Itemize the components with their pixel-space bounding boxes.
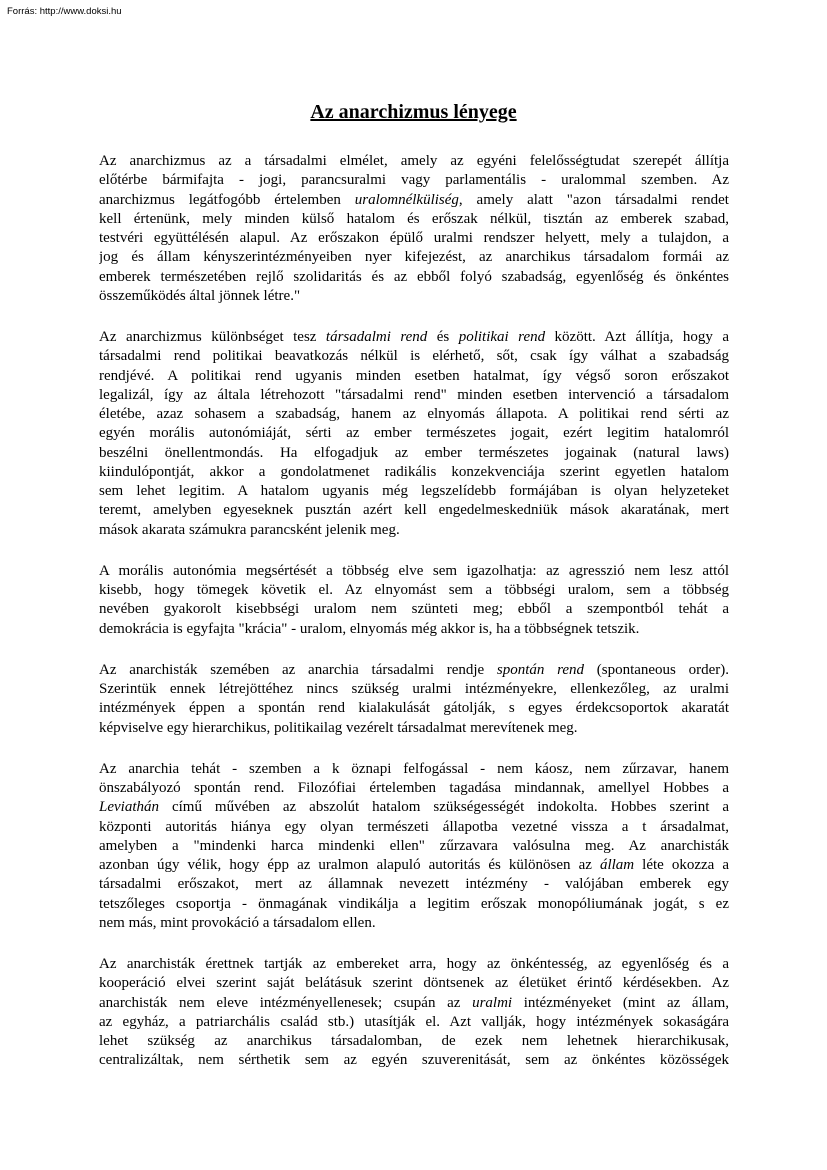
text-segment: sem lehet legitim. A hatalom ugyanis még legszelídebb formájában is olyan helyzeteket xyxy=(99,483,729,499)
text-line xyxy=(99,798,729,817)
text-segment: testvéri együttélésén alapul. Az erőszakon épülő uralmi rendszer helyett, mely a tulajdon, a xyxy=(99,230,729,246)
text-line xyxy=(99,1051,729,1070)
text-line xyxy=(99,1032,729,1051)
text-line xyxy=(99,895,729,914)
text-segment: kisebb, hogy tömegek követik el. Az elnyomást sem a többségi uralom, sem a többség xyxy=(99,582,729,598)
text-segment: társadalmi rend politikai beavatkozás nélkül is elérhető, sőt, csak így válhat a szabadság xyxy=(99,348,729,365)
text-segment: (spontaneous order). xyxy=(584,661,729,678)
text-line xyxy=(99,386,729,405)
text-segment: anarchizmus legátfogóbb értelemben xyxy=(99,191,355,208)
paragraph xyxy=(99,562,729,639)
paragraph xyxy=(99,152,729,306)
text-segment: mások akarata számukra parancsként jelenik meg. xyxy=(99,521,400,538)
text-line xyxy=(99,562,729,581)
text-segment: életébe, azaz sohasem a szabadság, hanem az elnyomás állapota. A politikai rend sérti az xyxy=(99,406,729,422)
text-line xyxy=(99,779,729,798)
text-segment: jog és állam kényszerintézményeiben nyer kifejezést, az anarchikus társadalom formái az xyxy=(99,249,729,266)
italic-term: uralmi xyxy=(472,994,513,1011)
text-segment: kell értenünk, mely minden külső hatalom és erőszak nélkül, tisztán az emberek szabad, xyxy=(99,210,729,227)
text-segment: , amely alatt "azon társadalmi rendet xyxy=(458,191,729,208)
text-segment: léte okozza a xyxy=(634,857,729,873)
text-segment: és xyxy=(427,329,459,345)
text-segment: Az anarchia tehát - szemben a k öznapi felfogással - nem káosz, nem zűrzavar, hanem xyxy=(99,760,729,777)
text-segment: Az anarchisták szemében az anarchia társadalmi rendje xyxy=(99,661,497,678)
text-segment: legalizál, így az általa létrehozott "társadalmi rend" minden esetben intervenció a társadalom xyxy=(99,386,729,403)
text-line xyxy=(99,955,729,974)
paragraph xyxy=(99,955,729,1071)
text-segment: kooperáció elvei szerint saját belátásuk szerint döntsenek az életüket érintő kérdésekben. Az xyxy=(99,975,729,992)
paragraph xyxy=(99,760,729,933)
text-segment: Az anarchizmus különbséget tesz xyxy=(99,329,326,345)
text-line xyxy=(99,837,729,856)
text-line xyxy=(99,719,729,738)
text-segment: Az anarchizmus az a társadalmi elmélet, amely az egyéni felelősségtudat szerepét állítja xyxy=(99,153,729,169)
text-segment: azonban úgy vélik, hogy épp az uralmon alapuló autoritás és különösen az xyxy=(99,857,600,873)
text-segment: nevében gyakorolt kisebbségi uralom nem szünteti meg; ebből a szempontból tehát a xyxy=(99,601,729,618)
text-line xyxy=(99,210,729,229)
text-segment: anarchisták nem eleve intézményellenesek; csupán az xyxy=(99,994,473,1011)
text-segment: beszélni önellentmondás. Ha elfogadjuk az ember természetes jogainak (natural laws) xyxy=(99,444,729,461)
italic-term: Leviathán xyxy=(99,799,159,816)
italic-term: politikai rend xyxy=(458,329,546,345)
text-line xyxy=(99,501,729,520)
text-line xyxy=(99,328,729,347)
text-segment: egyén morális autonómiáját, sérti az ember természetes jogait, ezért legitim hatalomról xyxy=(99,425,729,442)
text-segment: az egyház, a patriarchális család stb.) utasítják el. Azt vallják, hogy intézmények sokaságára xyxy=(99,1013,729,1030)
text-line xyxy=(99,367,729,386)
text-line xyxy=(99,248,729,267)
text-segment: tetszőleges csoportja - önmagának vindikálja a legitim erőszak monopóliumának jogát, s ez xyxy=(99,895,729,912)
text-segment: A morális autonómia megsértését a többség elve sem igazolhatja: az agresszió nem lesz attól xyxy=(99,562,729,579)
text-line xyxy=(99,482,729,501)
text-line xyxy=(99,680,729,699)
document-body xyxy=(99,152,729,1093)
text-line xyxy=(99,424,729,443)
page-title: Az anarchizmus lényege xyxy=(310,101,517,123)
text-segment: előtérbe bármifajta - jogi, parancsuralmi vagy parlamentális - uralommal szemben. Az xyxy=(99,172,729,189)
text-line xyxy=(99,521,729,540)
text-line xyxy=(99,347,729,366)
text-segment: nem más, mint provokáció a társadalom ellen. xyxy=(99,914,376,931)
source-url: Forrás: http://www.doksi.hu xyxy=(7,6,122,17)
text-line xyxy=(99,875,729,894)
text-segment: önszabályozó spontán rend. Filozófiai értelemben tagadása mindannak, amellyel Hobbes a xyxy=(99,780,729,796)
text-line xyxy=(99,1013,729,1032)
text-line xyxy=(99,152,729,171)
text-segment: emberek természetében rejlő szolidaritás és az ebből folyó szabadság, egyenlőség és önkéntes xyxy=(99,268,729,285)
text-segment: amelyben a "mindenki harca mindenki ellen" zűrzavara valósulna meg. Az anarchisták xyxy=(99,837,729,854)
text-line xyxy=(99,974,729,993)
text-segment: összeműködés által jönnek létre." xyxy=(99,287,301,304)
paragraph xyxy=(99,328,729,540)
text-segment: társadalmi erőszakot, mert az államnak nevezett intézmény - valójában emberek egy xyxy=(99,876,729,893)
text-line xyxy=(99,994,729,1013)
text-line xyxy=(99,600,729,619)
text-line xyxy=(99,620,729,639)
text-segment: képviselve egy hierarchikus, politikailag vezérelt társadalmat merevítenek meg. xyxy=(99,719,578,736)
text-line xyxy=(99,268,729,287)
text-line xyxy=(99,405,729,424)
text-segment: között. Azt állítja, hogy a xyxy=(545,329,729,345)
text-segment: című művében az abszolút hatalom szükségességét indokolta. Hobbes szerint a xyxy=(159,799,729,816)
text-segment: intézmények éppen a spontán rend kialakulását gátolják, s egyes érdekcsoportok akaratát xyxy=(99,700,729,717)
text-line xyxy=(99,463,729,482)
text-line xyxy=(99,444,729,463)
text-segment: demokrácia is egyfajta "krácia" - uralom, elnyomás még akkor is, ha a többségnek tetszik. xyxy=(99,620,640,637)
text-segment: centralizáltak, nem sérthetik sem az egyén szuverenitását, sem az önkéntes közösségek xyxy=(99,1052,729,1069)
text-line xyxy=(99,914,729,933)
italic-term: társadalmi rend xyxy=(325,329,428,345)
text-line xyxy=(99,661,729,680)
text-segment: intézményeket (mint az állam, xyxy=(512,994,729,1011)
text-segment: központi autoritás hiánya egy olyan természeti állapotba vezetné vissza a t ársadalmat, xyxy=(99,818,729,835)
text-line xyxy=(99,581,729,600)
italic-term: spontán rend xyxy=(496,661,585,678)
text-line xyxy=(99,760,729,779)
text-line xyxy=(99,856,729,875)
text-line xyxy=(99,171,729,190)
text-segment: teremt, amelyben egyeseknek pusztán azért kell engedelmeskedniük mások akaratának, mert xyxy=(99,502,729,519)
italic-term: állam xyxy=(599,857,635,873)
text-line xyxy=(99,287,729,306)
text-line xyxy=(99,229,729,248)
text-segment: kiindulópontját, akkor a gondolatmenet radikális konzekvenciája szerint egyetlen hatalom xyxy=(99,463,729,480)
text-segment: Szerintük ennek létrejöttéhez nincs szükség uralmi intézményekre, ellenkezőleg, az uralmi xyxy=(99,681,729,697)
text-segment: lehet szükség az anarchikus társadalomban, de ezek nem lehetnek hierarchikusak, xyxy=(99,1033,729,1049)
text-line xyxy=(99,699,729,718)
paragraph xyxy=(99,661,729,738)
text-line xyxy=(99,818,729,837)
text-segment: rendjévé. A politikai rend ugyanis minden esetben hatalmat, így végső soron erőszakot xyxy=(99,367,729,384)
italic-term: uralomnélküliség xyxy=(354,191,459,208)
text-line xyxy=(99,191,729,210)
text-segment: Az anarchisták érettnek tartják az embereket arra, hogy az önkéntesség, az egyenlőség és a xyxy=(99,956,729,972)
